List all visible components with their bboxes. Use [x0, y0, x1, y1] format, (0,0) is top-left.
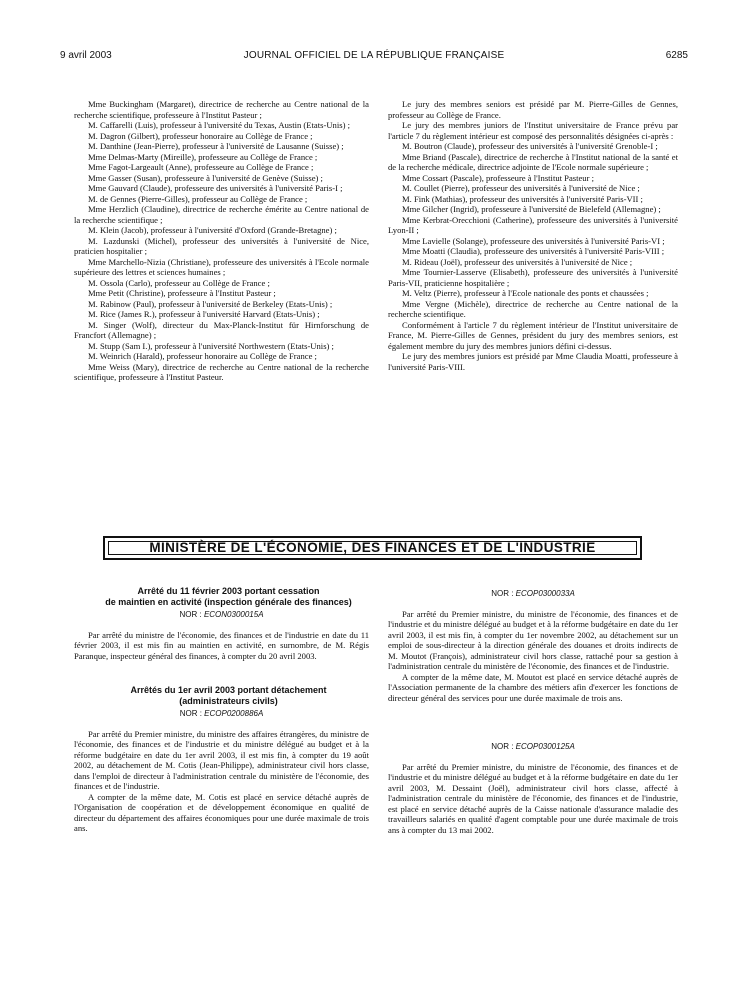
- nor-label: NOR :: [491, 589, 514, 598]
- paragraph: Mme Delmas-Marty (Mireille), professeure au Collège de France ;: [88, 151, 318, 162]
- paragraph: Par arrêté du ministre de l'économie, des finances et de l'industrie en date du 11 février 2003, il est mis fin au maintien en activité, en surnombre, de M. Régis Paranque, inspecteur général des finances, à compter du 20 avril 2003.: [74, 629, 369, 661]
- paragraph: M. Caffarelli (Luis), professeur à l'université du Texas, Austin (Etats-Unis) ;: [88, 120, 350, 130]
- paragraph: M. Veltz (Pierre), professeur à l'Ecole nationale des ponts et chaussées ;: [402, 288, 649, 298]
- paragraph: M. Coullet (Pierre), professeur des universités à l'université de Nice ;: [402, 183, 640, 193]
- nor-code: ECOP0200886A: [204, 709, 264, 718]
- header-date: 9 avril 2003: [60, 50, 112, 61]
- paragraph: M. Danthine (Jean-Pierre), professeur à l'université de Lausanne (Suisse) ;: [88, 141, 344, 151]
- section-title: (administrateurs civils): [179, 695, 278, 706]
- paragraph: A compter de la même date, M. Moutot est placé en service détaché auprès de l'Association permanente de la chambre des métiers afin d'exercer les fonctions de directeur général des services pour une durée maximale de trois ans.: [388, 671, 678, 703]
- paragraph: M. Klein (Jacob), professeur à l'université d'Oxford (Grande-Bretagne) ;: [88, 225, 337, 235]
- nor-label: NOR :: [491, 742, 514, 751]
- paragraph: M. de Gennes (Pierre-Gilles), professeur au Collège de France ;: [88, 193, 308, 204]
- paragraph: Par arrêté du Premier ministre, du ministre des affaires étrangères, du ministre de l'économie, des finances et de l'industrie et du ministre délégué au budget et à la réforme budgétaire en date du 1er avril 2003, il est mis fin, à compter du 19 août 2002, au détachement de M. Cotis (Jean-Philippe), administrateur civil hors classe, dans l'emploi de directeur à l'administration centrale du ministère de l'économie, des finances et de l'industrie.: [74, 728, 369, 791]
- paragraph: M. Rice (James R.), professeur à l'université Harvard (Etats-Unis) ;: [88, 309, 320, 319]
- paragraph: Mme Weiss (Mary), directrice de recherche au Centre national de la recherche scientifique, professeure à l'Institut Pasteur.: [74, 361, 369, 382]
- paragraph: Le jury des membres seniors est présidé par M. Pierre-Gilles de Gennes, professeur au Collège de France.: [388, 99, 678, 120]
- paragraph: Mme Gauvard (Claude), professeure des universités à l'université Paris-I ;: [88, 183, 343, 193]
- page-header: [60, 50, 688, 64]
- page-number: 6285: [665, 50, 688, 61]
- nor-code: ECON0300015A: [203, 610, 264, 619]
- paragraph: M. Fink (Mathias), professeur des universités à l'université Paris-VII ;: [402, 193, 643, 204]
- paragraph: Mme Cossart (Pascale), professeure à l'Institut Pasteur ;: [402, 172, 594, 183]
- paragraph: M. Weinrich (Harald), professeur honoraire au Collège de France ;: [88, 351, 317, 361]
- nor-reference: [388, 742, 678, 753]
- paragraph: Mme Tournier-Lasserve (Elisabeth), professeure des universités à l'université Paris-VII, praticienne hospitalière ;: [388, 267, 678, 288]
- paragraph: Mme Herzlich (Claudine), directrice de recherche émérite au Centre national de la recherche scientifique ;: [74, 204, 369, 225]
- journal-title: JOURNAL OFFICIEL DE LA RÉPUBLIQUE FRANÇAISE: [243, 50, 505, 61]
- top-right-column: [388, 99, 678, 372]
- paragraph: Mme Moatti (Claudia), professeure des universités à l'université Paris-VIII ;: [402, 246, 665, 256]
- paragraph: M. Boutron (Claude), professeur des universités à l'université Grenoble-I ;: [402, 141, 658, 151]
- paragraph: Mme Fagot-Largeault (Anne), professeure au Collège de France ;: [88, 162, 314, 172]
- nor-code: ECOP0300125A: [515, 742, 575, 751]
- bottom-right-column: [388, 586, 678, 835]
- paragraph: Mme Marchello-Nizia (Christiane), professeure des universités à l'Ecole normale supérieure des lettres et sciences humaines ;: [74, 256, 369, 277]
- paragraph: Conformément à l'article 7 du règlement intérieur de l'Institut universitaire de France, M. Pierre-Gilles de Gennes, président du jury des membres seniors, est également membre du jury des membres juniors défini ci-dessus.: [388, 319, 678, 351]
- paragraph: Par arrêté du Premier ministre, du ministre de l'économie, des finances et de l'industrie et du ministre délégué au budget et à la réforme budgétaire en date du 1er avril 2003, il est mis fin, à compter du 1er novembre 2002, au détachement sur un emploi de sous-directeur à la direction générale des douanes et droits indirects de M. Moutot (François), administrateur civil hors classe, rattaché pour sa gestion à l'administration centrale du ministère de l'économie, des finances et de l'industrie.: [388, 608, 678, 671]
- paragraph: Mme Briand (Pascale), directrice de recherche à l'Institut national de la santé et de la recherche médicale, directrice adjointe de l'Ecole normale supérieure ;: [388, 151, 678, 172]
- paragraph: M. Singer (Wolf), directeur du Max-Planck-Institut für Hirnforschung de Francfort (Allemagne) ;: [74, 319, 369, 340]
- paragraph: M. Dagron (Gilbert), professeur honoraire au Collège de France ;: [88, 130, 313, 141]
- bottom-left-column: [74, 586, 369, 834]
- paragraph: Mme Gasser (Susan), professeure à l'université de Genève (Suisse) ;: [88, 172, 323, 183]
- paragraph: Par arrêté du Premier ministre, du ministre de l'économie, des finances et de l'industrie et du ministre délégué au budget et à la réforme budgétaire en date du 1er avril 2003, M. Dessaint (Joël), administrateur civil hors classe, affecté à l'administration centrale du ministère de l'économie, des finances et de l'industrie, est placé en service détaché auprès de la Caisse nationale d'assurance maladie des travailleurs salariés en qualité d'agent comptable pour une durée maximale de trois ans à compter du 13 mai 2002.: [388, 761, 678, 835]
- nor-reference: [388, 589, 678, 600]
- section-title: Arrêtés du 1er avril 2003 portant détachement: [130, 685, 327, 695]
- paragraph: M. Lazdunski (Michel), professeur des universités à l'université de Nice, praticien hospitalier ;: [74, 235, 369, 256]
- nor-reference: [74, 709, 369, 720]
- ministry-banner: MINISTÈRE DE L'ÉCONOMIE, DES FINANCES ET DE L'INDUSTRIE: [103, 536, 642, 560]
- paragraph: M. Rideau (Joël), professeur des universités à l'université de Nice ;: [402, 256, 633, 267]
- paragraph: M. Ossola (Carlo), professeur au Collège de France ;: [88, 277, 270, 288]
- nor-label: NOR :: [179, 610, 202, 619]
- paragraph: Mme Petit (Christine), professeure à l'Institut Pasteur ;: [88, 288, 276, 298]
- paragraph: Mme Kerbrat-Orecchioni (Catherine), professeure des universités à l'université Lyon-II ;: [388, 214, 678, 235]
- nor-label: NOR :: [179, 709, 202, 718]
- nor-code: ECOP0300033A: [515, 589, 575, 598]
- paragraph: M. Stupp (Sam I.), professeur à l'université Northwestern (Etats-Unis) ;: [88, 340, 334, 351]
- nor-reference: [74, 610, 369, 621]
- paragraph: M. Rabinow (Paul), professeur à l'université de Berkeley (Etats-Unis) ;: [88, 298, 333, 309]
- paragraph: Le jury des membres juniors est présidé par Mme Claudia Moatti, professeure à l'université Paris-VIII.: [388, 351, 678, 372]
- paragraph: Mme Gilcher (Ingrid), professeure à l'université de Bielefeld (Allemagne) ;: [402, 204, 661, 214]
- paragraph: Mme Vergne (Michèle), directrice de recherche au Centre national de la recherche scientifique.: [388, 298, 678, 319]
- section-title: de maintien en activité (inspection générale des finances): [105, 596, 352, 607]
- paragraph: Mme Lavielle (Solange), professeure des universités à l'université Paris-VI ;: [402, 235, 665, 246]
- section-title: Arrêté du 11 février 2003 portant cessation: [137, 586, 320, 596]
- paragraph: Le jury des membres juniors de l'Institut universitaire de France prévu par l'article 7 du règlement intérieur est composé des personnalités désignées ci-après :: [388, 120, 678, 141]
- paragraph: Mme Buckingham (Margaret), directrice de recherche au Centre national de la recherche scientifique, professeure à l'Institut Pasteur ;: [74, 99, 369, 120]
- top-left-column: [74, 99, 369, 383]
- paragraph: A compter de la même date, M. Cotis est placé en service détaché auprès de l'Organisation de coopération et de développement économique en qualité de directeur du département des affaires économiques pour une durée maximale de trois ans.: [74, 791, 369, 833]
